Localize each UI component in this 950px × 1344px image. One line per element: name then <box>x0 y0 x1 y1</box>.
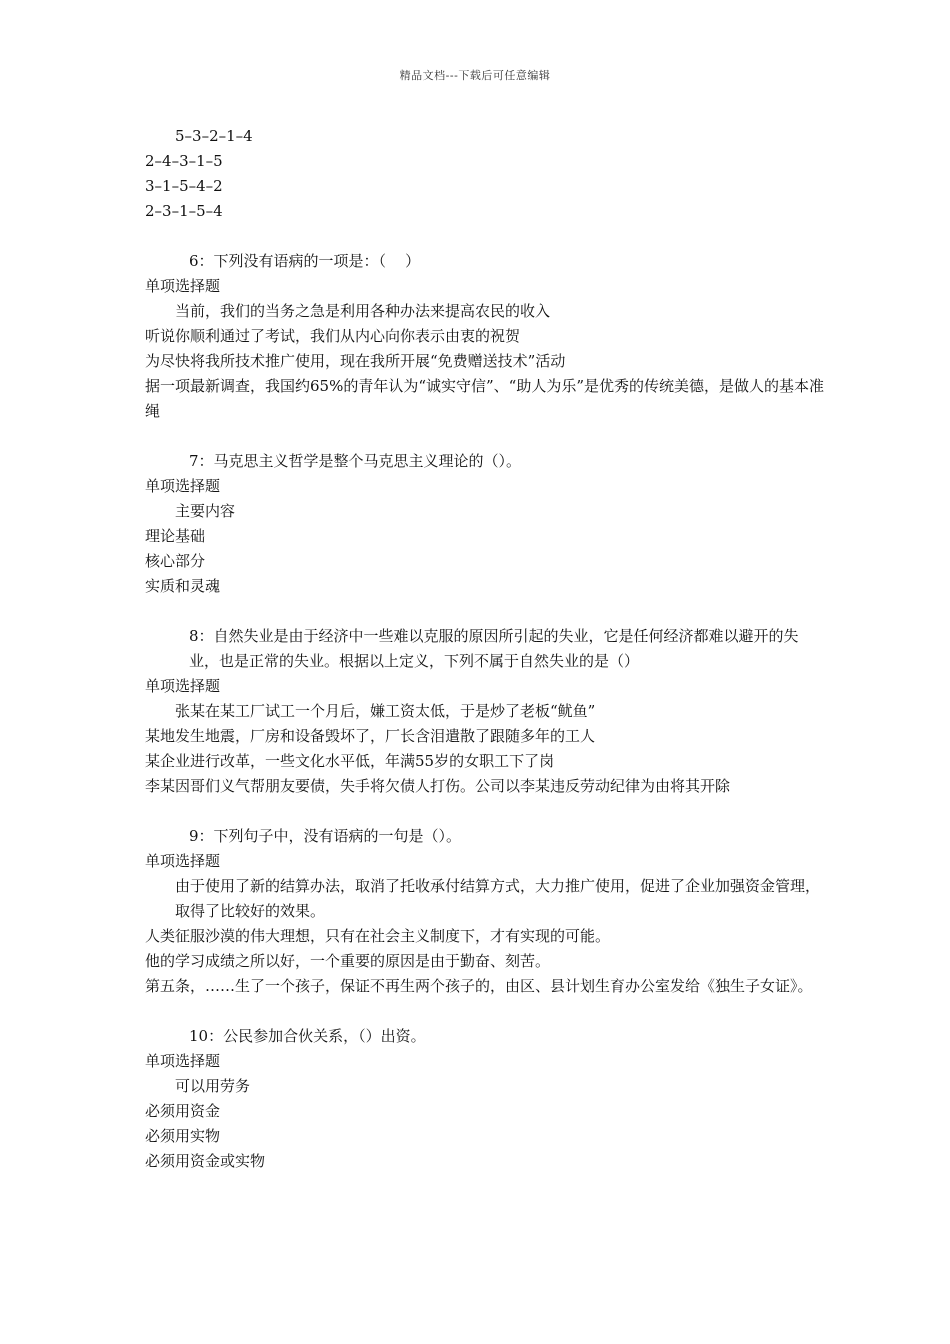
option-b: 2–4–3–1–5 <box>145 152 223 170</box>
option-d: 据一项最新调查，我国约65%的青年认为“诚实守信”、“助人为乐”是优秀的传统美德，是做人的基本准绳 <box>145 377 825 420</box>
question-title: 10：公民参加合伙关系，（）出资。 <box>189 1027 426 1045</box>
option-a: 5–3–2–1–4 <box>175 127 253 145</box>
question-type: 单项选择题 <box>145 677 221 695</box>
option-b: 听说你顺利通过了考试，我们从内心向你表示由衷的祝贺 <box>145 327 521 345</box>
option-a: 由于使用了新的结算办法，取消了托收承付结算方式，大力推广使用，促进了企业加强资金管理，取得了比较好的效果。 <box>175 877 821 920</box>
question-7 <box>145 449 825 599</box>
option-d: 实质和灵魂 <box>145 577 221 595</box>
question-9 <box>145 824 825 999</box>
option-d: 李某因哥们义气帮朋友要债，失手将欠债人打伤。公司以李某违反劳动纪律为由将其开除 <box>145 777 731 795</box>
question-10 <box>145 1024 825 1174</box>
option-b: 某地发生地震，厂房和设备毁坏了，厂长含泪遣散了跟随多年的工人 <box>145 727 596 745</box>
option-b: 必须用资金 <box>145 1102 221 1120</box>
question-type: 单项选择题 <box>145 852 221 870</box>
option-c: 3–1–5–4–2 <box>145 177 223 195</box>
option-c: 某企业进行改革，一些文化水平低，年满55岁的女职工下了岗 <box>145 752 555 770</box>
option-c: 为尽快将我所技术推广使用，现在我所开展“免费赠送技术”活动 <box>145 352 566 370</box>
option-c: 他的学习成绩之所以好，一个重要的原因是由于勤奋、刻苦。 <box>145 952 551 970</box>
option-d: 必须用资金或实物 <box>145 1152 266 1170</box>
question-type: 单项选择题 <box>145 1052 221 1070</box>
question-title: 8：自然失业是由于经济中一些难以克服的原因所引起的失业，它是任何经济都难以避开的失业，也是正常的失业。根据以上定义，下列不属于自然失业的是（） <box>189 627 799 670</box>
option-a: 张某在某工厂试工一个月后，嫌工资太低，于是炒了老板“鱿鱼” <box>175 702 596 720</box>
option-c: 核心部分 <box>145 552 206 570</box>
document-body <box>145 124 825 1199</box>
option-a: 主要内容 <box>175 502 236 520</box>
question-title: 7：马克思主义哲学是整个马克思主义理论的（）。 <box>189 452 522 470</box>
option-d: 第五条，……生了一个孩子，保证不再生两个孩子的，由区、县计划生育办公室发给《独生子女证》。 <box>145 977 813 995</box>
question-type: 单项选择题 <box>145 277 221 295</box>
question-type: 单项选择题 <box>145 477 221 495</box>
previous-question-options <box>145 124 825 224</box>
question-8 <box>145 624 825 799</box>
option-b: 人类征服沙漠的伟大理想，只有在社会主义制度下，才有实现的可能。 <box>145 927 611 945</box>
question-title: 6：下列没有语病的一项是：（ ） <box>189 252 421 270</box>
question-title: 9：下列句子中，没有语病的一句是（）。 <box>189 827 462 845</box>
question-6 <box>145 249 825 424</box>
option-a: 可以用劳务 <box>175 1077 251 1095</box>
option-a: 当前，我们的当务之急是利用各种办法来提高农民的收入 <box>175 302 551 320</box>
option-c: 必须用实物 <box>145 1127 221 1145</box>
page-header: 精品文档---下载后可任意编辑 <box>399 69 551 82</box>
option-b: 理论基础 <box>145 527 206 545</box>
option-d: 2–3–1–5–4 <box>145 202 223 220</box>
